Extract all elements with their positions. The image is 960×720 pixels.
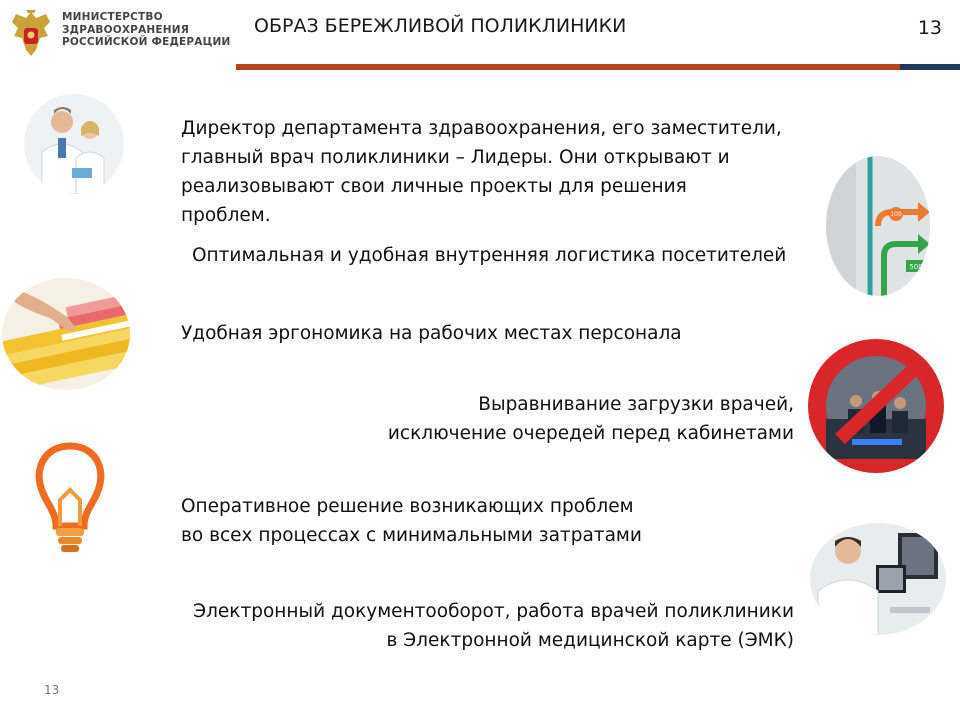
header-accent-bar [236,64,900,70]
footer-page-number: 13 [44,683,60,697]
problems-line-2: во всех процессах с минимальными затратами [181,525,642,546]
ministry-line-2: ЗДРАВООХРАНЕНИЯ [62,23,190,36]
leaders-line-1: Директор департамента здравоохранения, его заместители, [181,118,782,139]
sign-number-500: 500 [909,263,923,271]
coat-of-arms-icon [6,6,56,62]
header-accent-bar-navy [900,64,960,70]
wayfinding-signs-photo [826,156,930,296]
problems-line-1: Оперативное решение возникающих проблем [181,496,634,517]
ergonomics-text: Удобная эргономика на рабочих местах персонала [181,323,682,344]
edoc-line-2: в Электронной медицинской карте (ЭМК) [386,630,794,651]
ministry-name [62,11,231,49]
doctor-at-computer-photo [810,523,946,635]
ministry-line-3: РОССИЙСКОЙ ФЕДЕРАЦИИ [62,36,231,48]
page-number: 13 [917,17,942,39]
leaders-line-4: проблем. [181,205,271,226]
lightbulb-icon [30,440,110,560]
logistics-text: Оптимальная и удобная внутренняя логистика посетителей [192,245,787,266]
load-line-1: Выравнивание загрузки врачей, [478,394,794,415]
slide-title: ОБРАЗ БЕРЕЖЛИВОЙ ПОЛИКЛИНИКИ [254,15,627,37]
ministry-line-1: МИНИСТЕРСТВО [62,11,163,23]
load-balancing-text [388,390,794,448]
problem-solving-text [181,492,642,550]
leaders-text [181,114,782,230]
file-folders-photo [2,278,130,390]
edoc-line-1: Электронный документооборот, работа врачей поликлиники [193,601,794,622]
slide-header [0,0,960,72]
sign-number-100: 100 [890,211,902,218]
leaders-line-3: реализовывают свои личные проекты для решения [181,176,687,197]
no-queue-sign [808,339,944,473]
load-line-2: исключение очередей перед кабинетами [387,423,794,444]
leaders-line-2: главный врач поликлиники – Лидеры. Они открывают и [181,147,730,168]
electronic-docs-text [193,597,794,655]
doctors-photo [24,94,124,194]
